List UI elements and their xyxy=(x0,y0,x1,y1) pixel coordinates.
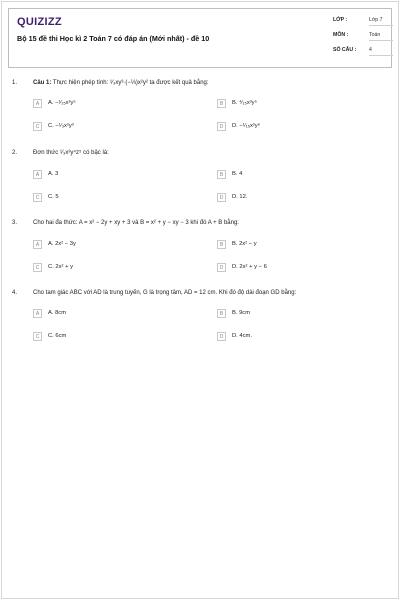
question-number: 3. xyxy=(12,220,18,226)
option-letter-box[interactable]: C xyxy=(33,263,42,272)
question-body: Đơn thức ¹⁄₃x³y⁴z⁵ có bậc là: xyxy=(33,150,109,156)
option-label: D. 4cm. xyxy=(232,333,252,339)
option-letter-box[interactable]: A xyxy=(33,309,42,318)
subject-underline xyxy=(369,40,393,41)
option-letter-box[interactable]: B xyxy=(217,170,226,179)
option-letter-box[interactable]: C xyxy=(33,122,42,131)
subject-label: MÔN : xyxy=(333,32,349,38)
option-letter-box[interactable]: B xyxy=(217,309,226,318)
option-letter-box[interactable]: A xyxy=(33,240,42,249)
option-label: D. 2x² + y − 6 xyxy=(232,264,267,270)
question-prefix: Câu 1: xyxy=(33,80,52,86)
option-letter-box[interactable]: B xyxy=(217,99,226,108)
quizizz-logo: QUIZIZZ xyxy=(17,16,62,28)
option-label: A. 8cm xyxy=(48,310,67,316)
option-label: D. 12. xyxy=(232,194,248,200)
option-letter-box[interactable]: D xyxy=(217,122,226,131)
option-label: A. 3 xyxy=(48,171,59,177)
option-letter-box[interactable]: A xyxy=(33,170,42,179)
class-label: LỚP : xyxy=(333,17,348,23)
question-body: Cho tam giác ABC với AD là trung tuyến, G là trọng tâm, AD = 12 cm. Khi đó độ dài đoạn GD bằng: xyxy=(33,290,297,296)
option-letter-box[interactable]: D xyxy=(217,263,226,272)
option-label: C. −¹⁄₃x²y³ xyxy=(48,123,74,129)
option-label: A. 2x² − 3y xyxy=(48,241,76,247)
option-letter-box[interactable]: C xyxy=(33,193,42,202)
option-letter-box[interactable]: D xyxy=(217,193,226,202)
question-number: 2. xyxy=(12,150,18,156)
question-count-value: 4 xyxy=(369,47,372,53)
option-label: C. 2x² + y xyxy=(48,264,73,270)
option-label: B. 2x² − y xyxy=(232,241,257,247)
question-body: Thực hiện phép tính: ¹⁄₃xy³·(−⅓)x²y² ta được kết quả bằng: xyxy=(52,80,209,86)
question-text xyxy=(33,80,373,86)
worksheet-title: Bộ 15 đề thi Học kì 2 Toán 7 có đáp án (Mới nhất) - đề 10 xyxy=(17,34,210,43)
question-count-label: SỐ CÂU : xyxy=(333,47,357,53)
question-number: 1. xyxy=(12,80,18,86)
class-underline xyxy=(369,25,393,26)
question-body: Cho hai đa thức: A = x² − 2y + xy + 3 và B = x² + y − xy − 3 khi đó A + B bằng: xyxy=(33,220,239,226)
question-count-underline xyxy=(369,55,393,56)
option-label: B. ⁴⁄₁₅x³y⁵ xyxy=(232,100,257,106)
page-border xyxy=(1,1,399,599)
question-text xyxy=(33,290,373,296)
option-letter-box[interactable]: D xyxy=(217,332,226,341)
option-label: C. 6cm xyxy=(48,333,67,339)
subject-value: Toán xyxy=(369,32,381,38)
question-text xyxy=(33,150,373,156)
option-label: A. −¹⁄₁₅x³y⁵ xyxy=(48,100,76,106)
option-letter-box[interactable]: A xyxy=(33,99,42,108)
option-label: D. −¹⁄₁₅x²y⁶ xyxy=(232,123,261,129)
worksheet-header xyxy=(8,8,392,68)
option-letter-box[interactable]: C xyxy=(33,332,42,341)
class-value: Lớp 7 xyxy=(369,17,383,23)
option-letter-box[interactable]: B xyxy=(217,240,226,249)
option-label: B. 9cm xyxy=(232,310,251,316)
question-text xyxy=(33,220,373,226)
option-label: B. 4 xyxy=(232,171,243,177)
option-label: C. 5 xyxy=(48,194,59,200)
question-number: 4. xyxy=(12,290,18,296)
